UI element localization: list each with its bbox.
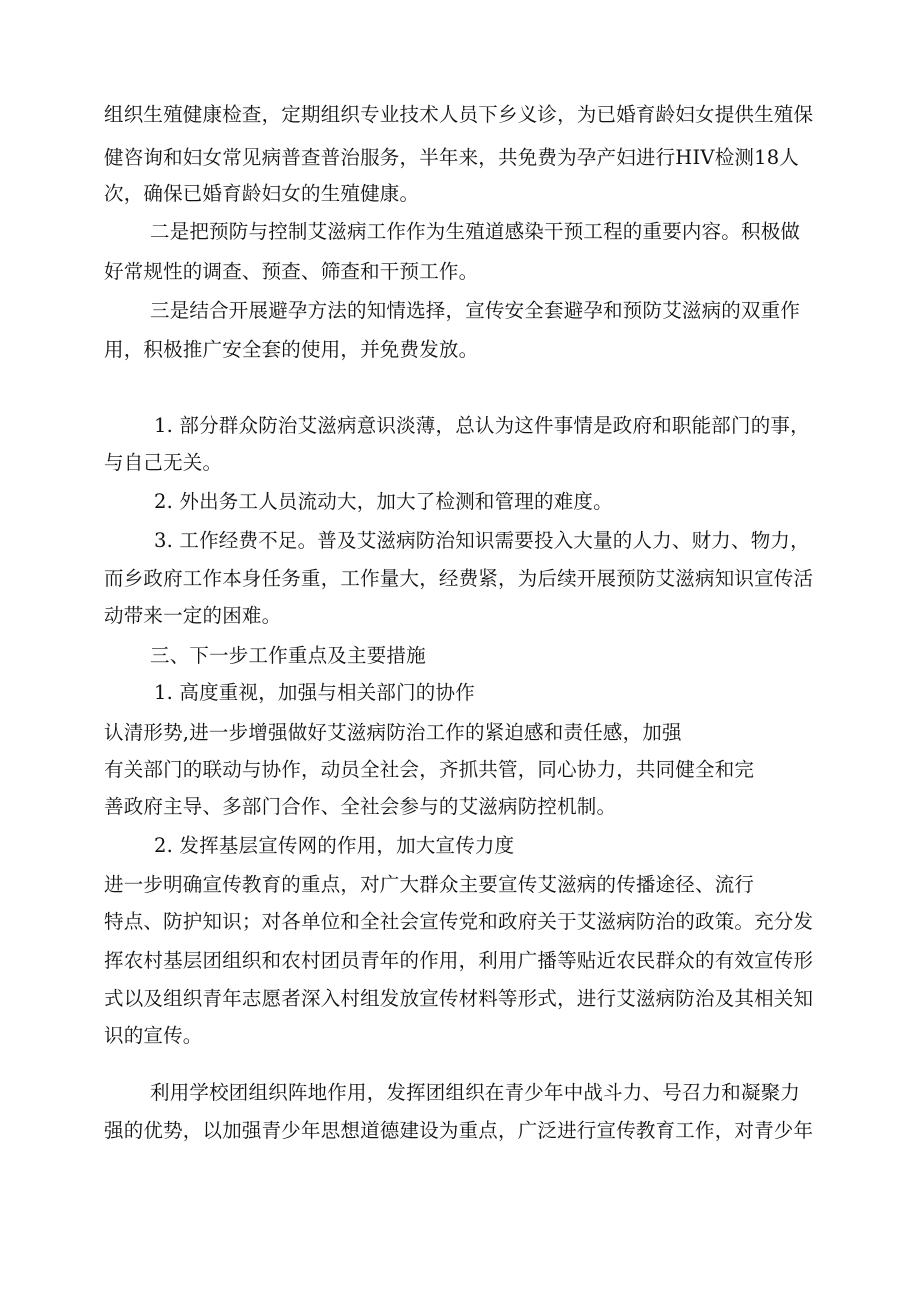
text-line: 式以及组织青年志愿者深入村组发放宣传材料等形式，进行艾滋病防治及其相关知 <box>104 987 814 1010</box>
text-line: 二是把预防与控制艾滋病工作作为生殖道感染干预工程的重要内容。积极做 <box>150 220 801 243</box>
sub-heading: 2. 发挥基层宣传网的作用，加大宣传力度 <box>154 834 515 857</box>
text-line: 进一步明确宣传教育的重点，对广大群众主要宣传艾滋病的传播途径、流行 <box>104 873 755 896</box>
text-line: 挥农村基层团组织和农村团员青年的作用，利用广播等贴近农民群众的有效宣传形 <box>104 949 814 972</box>
text-line: 善政府主导、多部门合作、全社会参与的艾滋病防控机制。 <box>104 795 617 818</box>
list-item: 2. 外出务工人员流动大，加大了检测和管理的难度。 <box>154 490 613 513</box>
text-line: 用，积极推广安全套的使用，并免费发放。 <box>104 338 479 361</box>
text-line: 利用学校团组织阵地作用，发挥团组织在青少年中战斗力、号召力和凝聚力 <box>150 1081 801 1104</box>
text-line: 组织生殖健康检查，定期组织专业技术人员下乡义诊，为已婚育龄妇女提供生殖保 <box>104 103 814 126</box>
list-item: 3. 工作经费不足。普及艾滋病防治知识需要投入大量的人力、财力、物力， <box>154 529 810 552</box>
text-line: 识的宣传。 <box>104 1024 203 1047</box>
text-line: 强的优势，以加强青少年思想道德建设为重点，广泛进行宣传教育工作，对青少年 <box>104 1119 814 1142</box>
text-line: 与自己无关。 <box>104 451 223 474</box>
text-line: 健咨询和妇女常见病普查普治服务，半年来，共免费为孕产妇进行HIV检测18人 <box>104 146 800 169</box>
text-line: 次，确保已婚育龄妇女的生殖健康。 <box>104 182 420 205</box>
text-line: 有关部门的联动与协作，动员全社会，齐抓共管，同心协力，共同健全和完 <box>104 758 755 781</box>
text-line: 好常规性的调查、预查、筛查和干预工作。 <box>104 260 479 283</box>
section-heading: 三、下一步工作重点及主要措施 <box>150 644 426 667</box>
text-line: 动带来一定的困难。 <box>104 604 282 627</box>
sub-heading: 1. 高度重视，加强与相关部门的协作 <box>154 681 475 704</box>
text-line: 特点、防护知识；对各单位和全社会宣传党和政府关于艾滋病防治的政策。充分发 <box>104 910 814 933</box>
list-item: 1. 部分群众防治艾滋病意识淡薄，总认为这件事情是政府和职能部门的事， <box>154 414 810 437</box>
text-line: 三是结合开展避孕方法的知情选择，宣传安全套避孕和预防艾滋病的双重作 <box>150 299 801 322</box>
text-line: 而乡政府工作本身任务重，工作量大，经费紧，为后续开展预防艾滋病知识宣传活 <box>104 567 814 590</box>
text-line: 认清形势,进一步增强做好艾滋病防治工作的紧迫感和责任感，加强 <box>104 721 682 744</box>
